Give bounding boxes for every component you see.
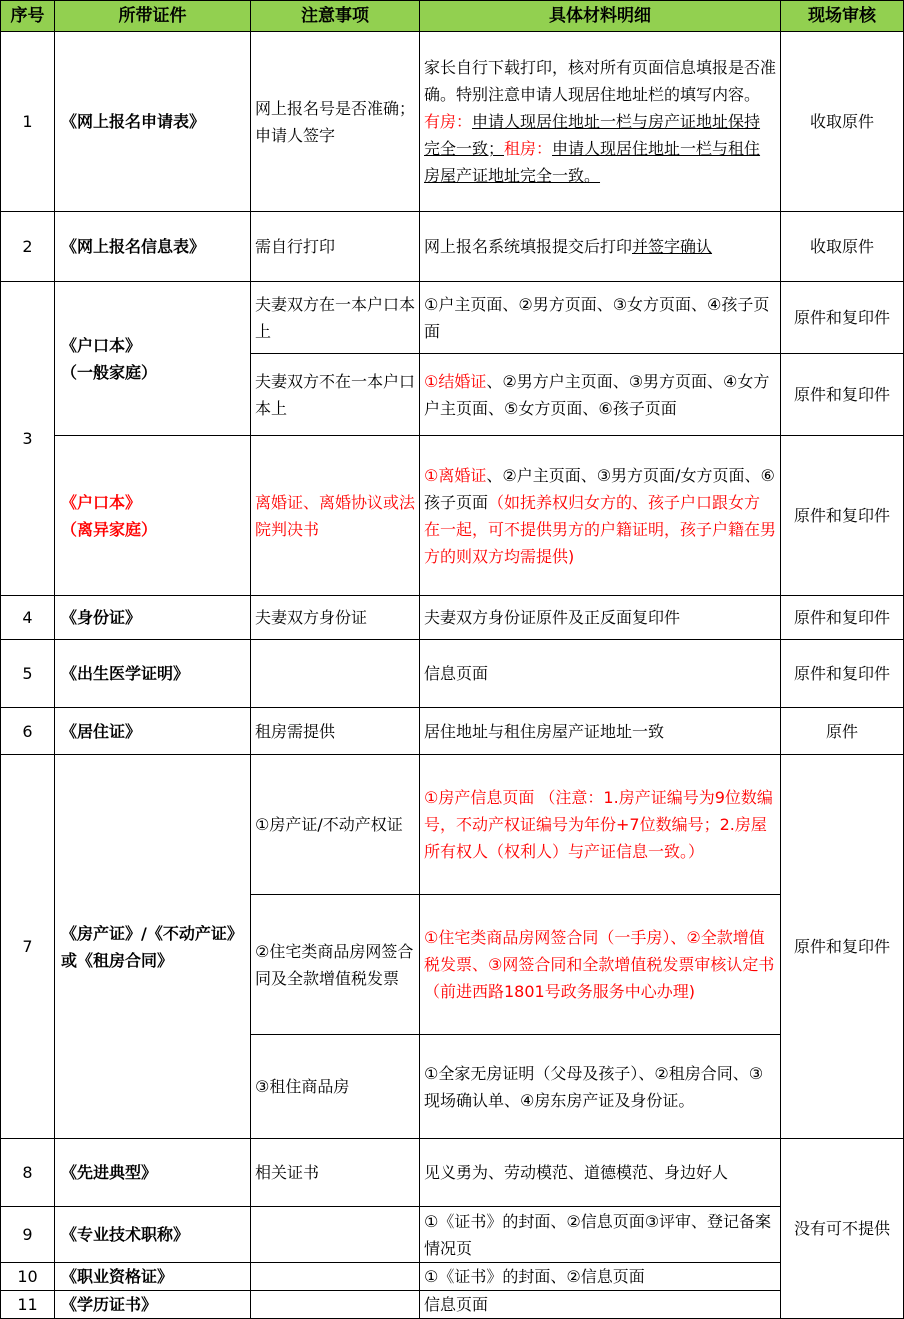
table-row bbox=[1, 596, 904, 640]
document-name bbox=[55, 436, 251, 596]
document-name: 《身份证》 bbox=[55, 596, 251, 640]
review-cell: 收取原件 bbox=[781, 32, 904, 212]
note-cell: 相关证书 bbox=[251, 1139, 420, 1207]
note-cell: ②住宅类商品房网签合同及全款增值税发票 bbox=[251, 895, 420, 1035]
detail-cell bbox=[420, 436, 781, 596]
header-document: 所带证件 bbox=[55, 1, 251, 32]
detail-cell bbox=[420, 212, 781, 282]
note-cell: 夫妻双方不在一本户口本上 bbox=[251, 354, 420, 436]
header-review: 现场审核 bbox=[781, 1, 904, 32]
note-cell: 网上报名号是否准确；申请人签字 bbox=[251, 32, 420, 212]
review-cell: 原件和复印件 bbox=[781, 436, 904, 596]
review-cell: 原件和复印件 bbox=[781, 755, 904, 1139]
table-row bbox=[1, 755, 904, 895]
note-cell: 夫妻双方在一本户口本上 bbox=[251, 282, 420, 354]
detail-cell: ①《证书》的封面、②信息页面③评审、登记备案情况页 bbox=[420, 1207, 781, 1263]
review-cell: 原件 bbox=[781, 708, 904, 755]
row-number: 10 bbox=[1, 1263, 55, 1291]
table-row bbox=[1, 1291, 904, 1319]
detail-text: 、②男方户主页面、③男方页面、④女方户主页面、⑤女方页面、⑥孩子页面 bbox=[424, 371, 770, 418]
note-cell: 夫妻双方身份证 bbox=[251, 596, 420, 640]
rent-house-label: 租房： bbox=[504, 139, 553, 158]
detail-cell bbox=[420, 32, 781, 212]
document-name: 《学历证书》 bbox=[55, 1291, 251, 1319]
detail-cell: ①住宅类商品房网签合同（一手房）、②全款增值税发票、③网签合同和全款增值税发票审核认定书（前进西路1801号政务服务中心办理) bbox=[420, 895, 781, 1035]
note-cell bbox=[251, 640, 420, 708]
document-name: 《先进典型》 bbox=[55, 1139, 251, 1207]
note-cell: ③租住商品房 bbox=[251, 1035, 420, 1139]
detail-cell: 居住地址与租住房屋产证地址一致 bbox=[420, 708, 781, 755]
table-row bbox=[1, 32, 904, 212]
note-cell: 需自行打印 bbox=[251, 212, 420, 282]
row-number: 4 bbox=[1, 596, 55, 640]
note-cell: ①房产证/不动产权证 bbox=[251, 755, 420, 895]
detail-underlined: 并签字确认 bbox=[632, 237, 713, 256]
detail-text: 、②户主页面、③男方页面/女方页面、⑥孩子页面 bbox=[424, 465, 775, 512]
table-row bbox=[1, 1207, 904, 1263]
table-row bbox=[1, 436, 904, 596]
table-row bbox=[1, 708, 904, 755]
review-cell: 没有可不提供 bbox=[781, 1139, 904, 1319]
row-number: 3 bbox=[1, 282, 55, 596]
own-house-label: 有房： bbox=[424, 112, 473, 131]
document-name-line2: （一般家庭） bbox=[61, 362, 158, 382]
detail-cell bbox=[420, 354, 781, 436]
detail-cell: 夫妻双方身份证原件及正反面复印件 bbox=[420, 596, 781, 640]
row-number: 6 bbox=[1, 708, 55, 755]
document-name: 《出生医学证明》 bbox=[55, 640, 251, 708]
review-cell: 原件和复印件 bbox=[781, 354, 904, 436]
document-name-line1: 《户口本》 bbox=[61, 492, 142, 512]
own-house-text: 申请人现居住地址一栏与房产证地址保持完全一致； bbox=[424, 112, 761, 158]
document-name: 《职业资格证》 bbox=[55, 1263, 251, 1291]
row-number: 8 bbox=[1, 1139, 55, 1207]
header-notes: 注意事项 bbox=[251, 1, 420, 32]
note-cell bbox=[251, 1207, 420, 1263]
table-row bbox=[1, 1139, 904, 1207]
detail-cell: ①《证书》的封面、②信息页面 bbox=[420, 1263, 781, 1291]
header-seq: 序号 bbox=[1, 1, 55, 32]
note-cell bbox=[251, 1291, 420, 1319]
table-row bbox=[1, 640, 904, 708]
rent-house-text: 申请人现居住地址一栏与租住房屋产证地址完全一致。 bbox=[424, 139, 761, 185]
marriage-cert: ①结婚证 bbox=[424, 371, 487, 391]
row-number: 7 bbox=[1, 755, 55, 1139]
header-row bbox=[1, 1, 904, 32]
document-name-line1: 《户口本》 bbox=[61, 335, 142, 355]
row-number: 11 bbox=[1, 1291, 55, 1319]
detail-cell: 信息页面 bbox=[420, 1291, 781, 1319]
divorce-cert: ①离婚证 bbox=[424, 465, 487, 485]
review-cell: 原件和复印件 bbox=[781, 282, 904, 354]
table-row bbox=[1, 282, 904, 354]
document-name: 《网上报名信息表》 bbox=[55, 212, 251, 282]
detail-text: 家长自行下载打印，核对所有页面信息填报是否准确。特别注意申请人现居住地址栏的填写内容。 bbox=[424, 58, 777, 104]
document-name-line2: （离异家庭） bbox=[61, 519, 158, 539]
document-name: 《房产证》/《不动产证》或《租房合同》 bbox=[55, 755, 251, 1139]
detail-cell: 信息页面 bbox=[420, 640, 781, 708]
review-cell: 原件和复印件 bbox=[781, 596, 904, 640]
detail-text: 网上报名系统填报提交后打印 bbox=[424, 237, 633, 256]
detail-cell: ①全家无房证明（父母及孩子）、②租房合同、③现场确认单、④房东房产证及身份证。 bbox=[420, 1035, 781, 1139]
document-name: 《专业技术职称》 bbox=[55, 1207, 251, 1263]
note-cell: 租房需提供 bbox=[251, 708, 420, 755]
header-details: 具体材料明细 bbox=[420, 1, 781, 32]
detail-cell: 见义勇为、劳动模范、道德模范、身边好人 bbox=[420, 1139, 781, 1207]
review-cell: 原件和复印件 bbox=[781, 640, 904, 708]
detail-cell: ①户主页面、②男方页面、③女方页面、④孩子页面 bbox=[420, 282, 781, 354]
document-name bbox=[55, 282, 251, 436]
row-number: 9 bbox=[1, 1207, 55, 1263]
custody-note: （如抚养权归女方的、孩子户口跟女方在一起，可不提供男方的户籍证明，孩子户籍在男方的则双方均需提供) bbox=[424, 492, 777, 566]
document-name: 《网上报名申请表》 bbox=[55, 32, 251, 212]
note-cell: 离婚证、离婚协议或法院判决书 bbox=[251, 436, 420, 596]
row-number: 1 bbox=[1, 32, 55, 212]
row-number: 5 bbox=[1, 640, 55, 708]
note-cell bbox=[251, 1263, 420, 1291]
table-row bbox=[1, 1263, 904, 1291]
detail-cell: ①房产信息页面 （注意：1.房产证编号为9位数编号，不动产权证编号为年份+7位数编号；2.房屋所有权人（权利人）与产证信息一致。） bbox=[420, 755, 781, 895]
row-number: 2 bbox=[1, 212, 55, 282]
table-row bbox=[1, 212, 904, 282]
review-cell: 收取原件 bbox=[781, 212, 904, 282]
document-name: 《居住证》 bbox=[55, 708, 251, 755]
